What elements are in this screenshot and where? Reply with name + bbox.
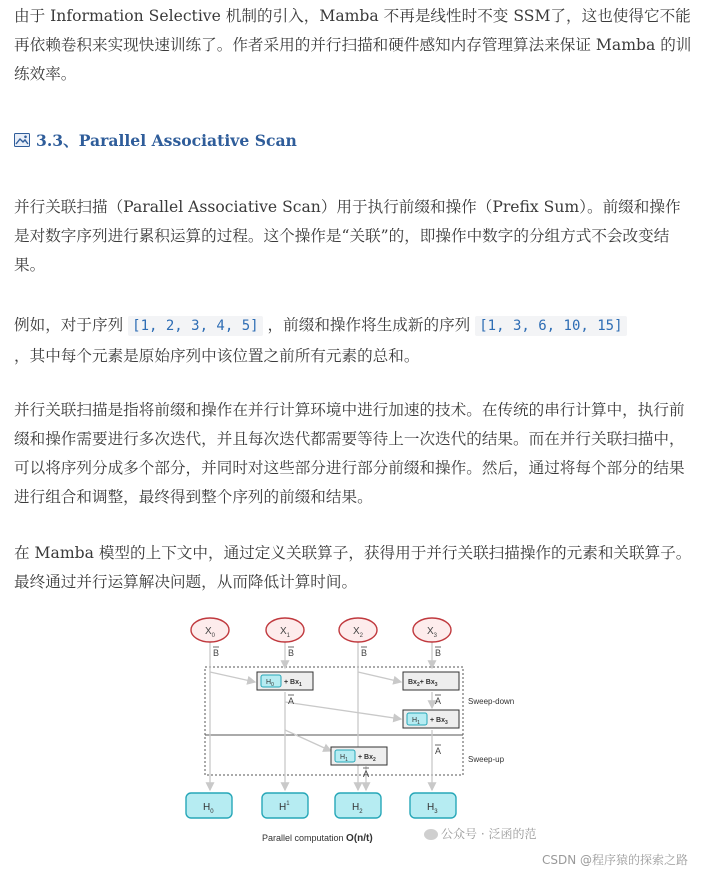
sweep-down-label: Sweep-down [468,697,515,706]
svg-text:H0: $H_0$ [203,802,214,815]
b-label-2: B [361,648,368,658]
output-node-0 [186,793,232,818]
paragraph-definition: 并行关联扫描（Parallel Associative Scan）用于执行前缀和操作（Prefix Sum）。前缀和操作是对数字序列进行累积运算的过程。这个操作是“关联”的，即操作中数字的分组方式不会改变结果。 [14,198,681,274]
b-label-3: B [435,648,442,658]
b-label-1: B [288,648,295,658]
input-node-1 [266,618,304,642]
svg-text:+ Bx2: + $Bx_2$ [358,754,376,763]
example-text-a: 例如，对于序列 [14,316,124,334]
wechat-watermark [424,825,536,842]
example-result-code: [1, 3, 6, 10, 15] [475,316,626,336]
output-node-1 [262,793,308,818]
svg-text:H1: $H_1$ [340,754,348,763]
input-node-3 [413,618,451,642]
svg-text:X0: $X_0$ [205,626,216,639]
svg-text:H1: $H_1$ [412,717,420,726]
figure-caption: Parallel computation O(n/t) [262,833,373,844]
op-box-bx2-bx3 [403,672,459,690]
input-nodes [191,618,451,642]
svg-text:H3: $H_3$ [427,802,438,815]
output-nodes [186,793,456,818]
svg-text:+ Bx1: + $Bx_1$ [284,679,302,688]
svg-text:Bx2+ Bx3: $Bx_2+ Bx_3$ [408,679,438,688]
output-node-2 [335,793,381,818]
svg-text:H1: $H^1$ [279,801,290,813]
paragraph-intro: 由于 Information Selective 机制的引入，Mamba 不再是线性时不变 SSM了，这也使得它不能再依赖卷积来实现快速训练了。作者采用的并行扫描和硬件感知内存管理算法来保证 Mamba 的训练效率。 [14,7,692,83]
op-box-h0-bx1 [257,672,313,690]
a-label-4: A [363,769,370,779]
sweep-up-label: Sweep-up [468,755,505,764]
input-node-2 [339,618,377,642]
op-box-h1-bx2 [331,747,387,765]
b-label-0: B [213,648,220,658]
example-sequence-code: [1, 2, 3, 4, 5] [128,316,262,336]
wechat-icon [424,829,438,840]
paragraph-example [14,310,694,371]
input-node-0 [191,618,229,642]
paragraph-parallel-scan: 并行关联扫描是指将前缀和操作在并行计算环境中进行加速的技术。在传统的串行计算中，执行前缀和操作需要进行多次迭代，并且每次迭代都需要等待上一次迭代的结果。而在并行关联扫描中，可以将序列分成多个部分，并同时对这些部分进行部分前缀和操作。然后，通过将每个部分的结果进行组合和调整，最终得到整个序列的前缀和结果。 [14,401,685,506]
section-heading [14,128,297,152]
svg-text:X3: $X_3$ [427,626,438,639]
example-text-c: ，其中每个元素是原始序列中该位置之前所有元素的总和。 [14,347,420,365]
svg-text:H2: $H_2$ [352,802,363,815]
svg-text:H0: $H_0$ [266,679,274,688]
a-label-3: A [435,746,442,756]
wechat-watermark-text: 公众号 · 泛函的范 [441,827,537,841]
svg-text:X1: $X_1$ [280,626,291,639]
a-label-1: A [288,696,295,706]
section-heading-text: 3.3、Parallel Associative Scan [36,131,297,150]
a-label-2: A [435,696,442,706]
image-icon [14,133,30,147]
output-node-3 [410,793,456,818]
svg-text:+ Bx3: + $Bx_3$ [430,717,448,726]
example-text-b: ，前缀和操作将生成新的序列 [267,316,471,334]
parallel-scan-diagram [180,612,600,852]
paragraph-mamba-context: 在 Mamba 模型的上下文中，通过定义关联算子，获得用于并行关联扫描操作的元素和关联算子。最终通过并行运算解决问题，从而降低计算时间。 [14,544,692,591]
csdn-watermark: CSDN @程序猿的探索之路 [542,853,689,867]
svg-text:X2: $X_2$ [353,626,364,639]
op-box-h1-bx3 [403,710,459,728]
